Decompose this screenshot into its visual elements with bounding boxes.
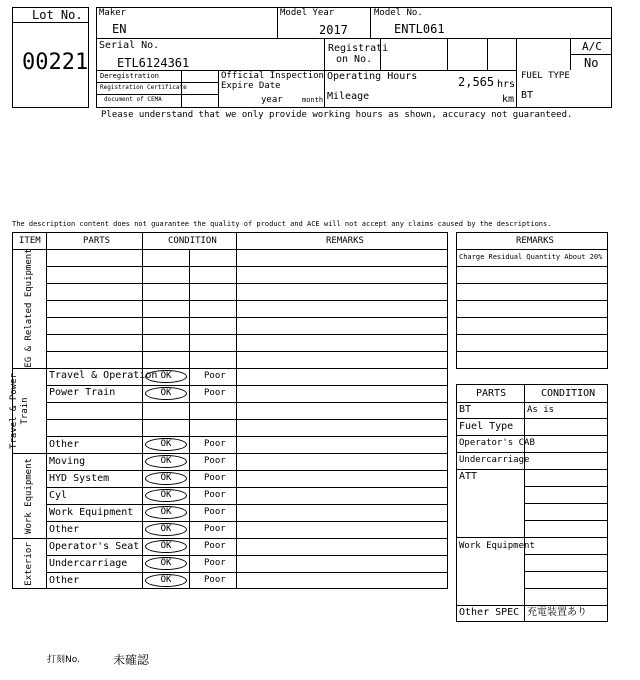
divider (487, 38, 488, 70)
divider (46, 385, 448, 386)
exterior-section-label: Exterior (24, 542, 34, 586)
divider (456, 317, 608, 318)
divider (96, 38, 612, 39)
parts-att: ATT (459, 471, 478, 482)
divider (456, 334, 608, 335)
divider (277, 7, 278, 38)
parts-fuel-type: Fuel Type (459, 421, 514, 432)
eg-section-label: EG & Related Equipment (24, 248, 34, 368)
lot-label: Lot No. (32, 8, 83, 22)
stamp-value: 未確認 (113, 653, 150, 667)
divider (46, 300, 448, 301)
divider (524, 571, 608, 572)
divider (324, 38, 325, 108)
divider (456, 249, 608, 250)
travel-row-4: Other (49, 439, 80, 450)
poor-label: Poor (204, 439, 226, 449)
divider (12, 22, 89, 23)
remarks-title: REMARKS (516, 236, 554, 246)
travel-section-label-1: Travel & Power (9, 373, 19, 449)
km-label: km (502, 94, 515, 105)
divider (570, 54, 612, 55)
divider (456, 266, 608, 267)
poor-label: Poor (204, 371, 226, 381)
ok-badge: OK (145, 506, 187, 519)
divider (46, 555, 448, 556)
divider (12, 538, 448, 539)
parts-work-equipment: Work Equipment (459, 541, 535, 551)
work-row-3: Work Equipment (49, 507, 134, 518)
remarks-line-1: Charge Residual Quantity About 20% (459, 253, 603, 261)
poor-label: Poor (204, 507, 226, 517)
ok-badge: OK (145, 574, 187, 587)
ac-value: No (584, 56, 599, 70)
divider (46, 232, 47, 589)
inspection-label-1: Official Inspection (221, 71, 324, 81)
parts-col-parts: PARTS (476, 388, 507, 399)
divider (456, 418, 608, 419)
divider (456, 351, 608, 352)
divider (12, 249, 448, 250)
accuracy-notice: Please understand that we only provide working hours as shown, accuracy not guaranteed. (101, 110, 573, 120)
poor-label: Poor (204, 388, 226, 398)
lot-number: 00221 (22, 50, 89, 75)
poor-label: Poor (204, 456, 226, 466)
poor-label: Poor (204, 558, 226, 568)
parts-bt-value: As is (527, 405, 555, 415)
operating-hours-label: Operating Hours (327, 71, 418, 82)
condition-table (12, 232, 448, 589)
reg-certificate-label: Registration Certificate (100, 84, 187, 91)
work-row-2: Cyl (49, 490, 68, 501)
divider (456, 469, 608, 470)
divider (447, 38, 448, 70)
poor-label: Poor (204, 541, 226, 551)
ok-badge: OK (145, 472, 187, 485)
col-remarks: REMARKS (326, 236, 364, 246)
year-label: year (261, 95, 283, 105)
work-row-0: Moving (49, 456, 86, 467)
registration-label-1: Registrati (328, 43, 389, 54)
divider (46, 334, 448, 335)
registration-label-2: on No. (336, 54, 373, 65)
ok-badge: OK (145, 489, 187, 502)
fuel-type-label: FUEL TYPE (521, 71, 570, 81)
ok-badge: OK (145, 455, 187, 468)
divider (456, 605, 608, 606)
ok-badge: OK (145, 438, 187, 451)
divider (12, 368, 448, 369)
divider (456, 283, 608, 284)
divider (524, 554, 608, 555)
col-item: ITEM (19, 236, 41, 246)
divider (46, 317, 448, 318)
divider (96, 82, 218, 83)
model-year-value: 2017 (319, 23, 348, 37)
disclaimer: The description content does not guarantee the quality of product and ACE will not accept any claims caused by the descriptions. (12, 220, 552, 228)
poor-label: Poor (204, 524, 226, 534)
divider (456, 537, 608, 538)
divider (46, 402, 448, 403)
travel-row-1: Power Train (49, 387, 116, 398)
parts-operator-cab: Operator's CAB (459, 438, 535, 448)
divider (236, 232, 237, 589)
month-label: month (302, 96, 324, 104)
divider (46, 487, 448, 488)
divider (46, 419, 448, 420)
col-condition: CONDITION (168, 236, 217, 246)
divider (524, 520, 608, 521)
exterior-row-0: Operator's Seat (49, 541, 140, 552)
travel-section-label-2: Train (20, 397, 30, 425)
parts-bt-label: BT (459, 404, 472, 415)
model-year-label: Model Year (280, 8, 335, 18)
parts-undercarriage: Undercarriage (459, 455, 530, 465)
inspection-label-2: Expire Date (221, 81, 281, 91)
divider (12, 453, 448, 454)
divider (96, 94, 218, 95)
divider (218, 70, 219, 108)
fuel-type-value: BT (521, 90, 534, 101)
poor-label: Poor (204, 473, 226, 483)
travel-row-0: Travel & Operation (49, 370, 158, 381)
model-no-label: Model No. (374, 8, 423, 18)
divider (456, 300, 608, 301)
ok-badge: OK (145, 540, 187, 553)
parts-other-spec-value: 充電装置あり (527, 607, 587, 618)
divider (46, 351, 448, 352)
exterior-row-1: Undercarriage (49, 558, 128, 569)
parts-col-condition: CONDITION (541, 388, 596, 399)
model-no-value: ENTL061 (394, 22, 445, 36)
ok-badge: OK (145, 370, 187, 383)
poor-label: Poor (204, 575, 226, 585)
divider (456, 452, 608, 453)
ac-label: A/C (582, 40, 602, 53)
serial-value: ETL6124361 (117, 56, 190, 70)
divider (456, 402, 608, 403)
divider (524, 486, 608, 487)
serial-label: Serial No. (99, 40, 160, 51)
deregistration-label: Deregistration (100, 72, 160, 80)
exterior-row-2: Other (49, 575, 80, 586)
maker-value: EN (112, 22, 127, 36)
parts-other-spec-label: Other SPEC (459, 607, 520, 618)
cema-label: document of CEMA (104, 96, 162, 103)
divider (524, 503, 608, 504)
divider (46, 436, 448, 437)
ok-badge: OK (145, 523, 187, 536)
operating-hours-value: 2,565 (458, 75, 495, 89)
divider (370, 7, 371, 38)
divider (46, 266, 448, 267)
poor-label: Poor (204, 490, 226, 500)
ok-badge: OK (145, 387, 187, 400)
divider (570, 38, 571, 70)
mileage-label: Mileage (327, 91, 370, 102)
divider (46, 283, 448, 284)
work-row-1: HYD System (49, 473, 110, 484)
hrs-label: hrs (497, 79, 516, 90)
divider (456, 435, 608, 436)
work-row-4: Other (49, 524, 80, 535)
work-section-label: Work Equipment (24, 458, 34, 534)
divider (46, 521, 448, 522)
divider (46, 470, 448, 471)
divider (524, 588, 608, 589)
divider (142, 232, 143, 589)
divider (516, 38, 517, 108)
divider (46, 572, 448, 573)
divider (46, 504, 448, 505)
maker-label: Maker (99, 8, 127, 18)
ok-badge: OK (145, 557, 187, 570)
col-parts: PARTS (83, 236, 111, 246)
stamp-label: 打刻No. (47, 655, 80, 665)
